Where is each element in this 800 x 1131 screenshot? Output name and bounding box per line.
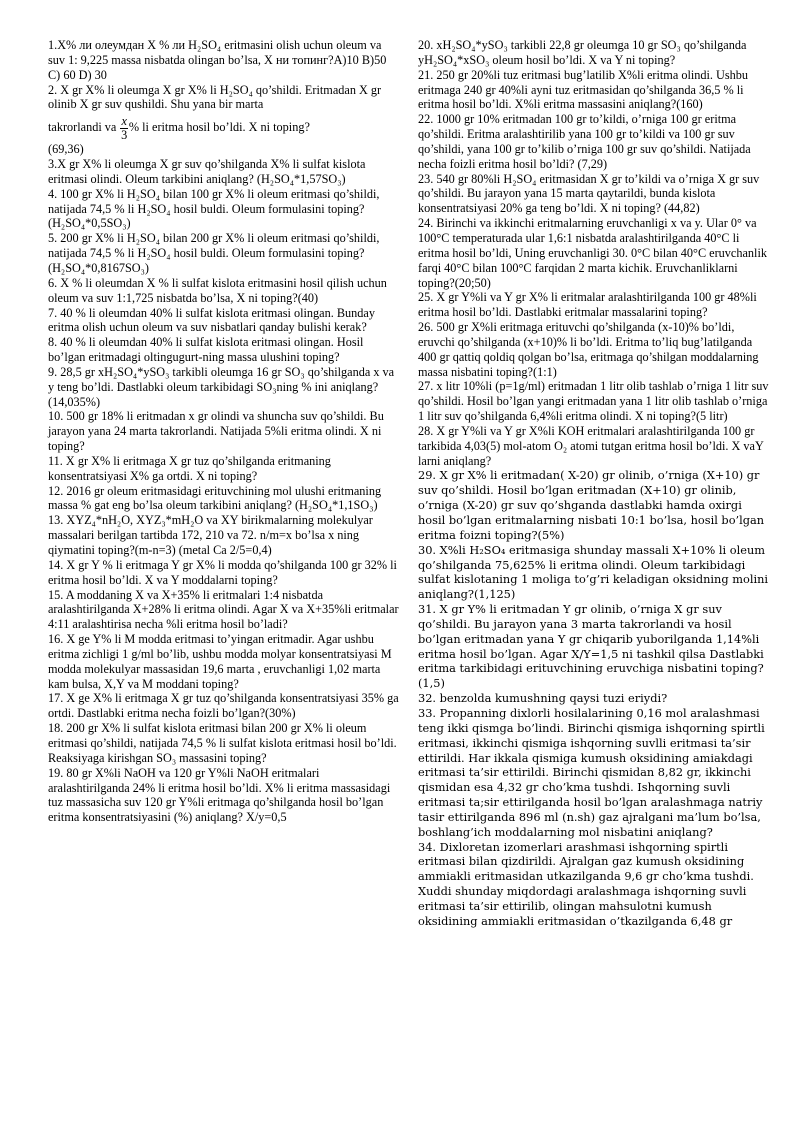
question-21: 21. 250 gr 20%li tuz eritmasi bug’latilib X%li eritma olindi. Ushbu eritmaga 240 gr 40%li ayni tuz eritmasidan qo’shilganda 36,5 % li eritma hosil bo’ldi. X%li eritma massasini aniqlang?(160) [418, 67, 749, 112]
question-10: 10. 500 gr 18% li eritmadan x gr olindi va shuncha suv qo’shildi. Bu jarayon yana 24 marta takrorlandi. Natijada 5%li eritma olindi. X ni toping? [48, 409, 384, 454]
question-29: 29. X gr X% li eritmadan( X-20) gr olinib, o’rniga (X+10) gr suv qo’shildi. Hosil bo’lgan eritmadan (X+10) gr olinib, o’rniga (X-20) gr suv qo’shganda dastlabki hamda oxirgi hosil bo’lgan eritmalarning nisbati 10:1 bo’lsa, hosil bo’lgan eritma foizni toping?(5%) [418, 468, 765, 542]
question-2-answer: (69,36) [48, 142, 84, 157]
question-30: 30. X%li H₂SO₄ eritmasiga shunday massali X+10% li oleum qo’shilganda 75,625% li eritma olindi. Oleum tarkibidagi sulfat kislotaning 1 moliga to’g’ri keladigan oksidning molini aniqlang?(1,125) [418, 542, 769, 602]
question-22: 22. 1000 gr 10% eritmadan 100 gr to’kildi, o’rniga 100 gr eritma qo’shildi. Eritma aralashtirilib yana 100 gr to’kildi va 100 gr suv qo’shildi, yana 100 gr to’kilib o’rniga 100 gr suv qo’shildi. Natijada necha foizli eritma hosil bo’ldi? (7,29) [418, 112, 751, 171]
question-26: 26. 500 gr X%li eritmaga erituvchi qo’shilganda (x-10)% bo’ldi, eruvchi qo’shilganda (x+10)% li bo’ldi. Eritma to’liq bug’latilganda 400 gr qattiq qoldiq qolgan bo’lsa, eritmaga qo’shilgan moddalarning massa nisbatini toping?(1:1) [418, 320, 759, 379]
question-9: 9. 28,5 gr xH₂SO₄*ySO₃ tarkibli oleumga 16 gr SO₃ qo’shilganda x va y teng bo’ldi. Dastlabki oleum tarkibidagi SO₃ning % ini aniqlang?(14,035%) [48, 364, 395, 409]
right-column [418, 38, 770, 1131]
question-24: 24. Birinchi va ikkinchi eritmalarning eruvchanligi x va y. Ular 0° va 100°C temperaturada ular 1,6:1 nisbatda aralashtirilganda 40°C li eritma hosil bo’ldi, Uning eruvchanligi 30. 0°C bilan 40°C eruvchanlik farqi 40°C bilan 100°C farqidan 2 marta kichik. Eruvchanliklarni toping?(20;50) [418, 216, 767, 290]
question-2-text: 2. X gr X% li oleumga X gr X% li H₂SO₄ qo’shildi. Eritmadan X gr olinib X gr suv qushildi. Shu yana bir marta [48, 82, 382, 112]
question-31: 31. X gr Y% li eritmadan Y gr olinib, o’rniga X gr suv qo’shildi. Bu jarayon yana 3 marta takrorlandi va hosil bo’lgan eritmadan yana Y gr chiqarib yuborilganda 1,14%li eritma hosil bo’lgan. Agar X/Y=1,5 ni tashkil qilsa Dastlabki eritma tarkibidagi erituvchining eruvchiga nisbatini toping? (1,5) [418, 602, 764, 691]
question-19: 19. 80 gr X%li NaOH va 120 gr Y%li NaOH eritmalari aralashtirilganda 24% li eritma hosil bo’ldi. X% li eritma massasidagi tuz massasicha suv 120 gr Y%li eritmaga qo’shilganda hosil bo’lgan eritma konsentratsiyasini (%) aniqlang? X/y=0,5 [48, 765, 391, 825]
question-4: 4. 100 gr X% li H₂SO₄ bilan 100 gr X% li oleum eritmasi qo’shildi, natijada 74,5 % li H₂SO₄ hosil buldi. Oleum formulasini toping? (H₂SO₄*0,5SO₃) [48, 186, 380, 231]
question-3: 3.X gr X% li oleumga X gr suv qo’shilganda X% li sulfat kislota eritmasi olindi. Oleum tarkibini aniqlang? (H₂SO₄*1,57SO₃) [48, 157, 366, 186]
question-1: 1.X% ли олеумдан X % ли H₂SO₄ eritmasini olish uchun oleum va suv 1: 9,225 massa nisbatda olingan bo’lsa, X ни топинг?A)10 B)50 C) 60 D) 30 [48, 38, 387, 82]
question-16: 16. X ge Y% li M modda eritmasi to’yingan eritmadir. Agar ushbu eritma zichligi 1 g/ml bo’lib, ushbu modda molyar konsentratsiyasi M modda molekulyar massasidan 19,6 marta , eruvchanligi 1,02 marta kam bulsa, X,Y va M moddani toping? [48, 632, 392, 691]
question-33: 33. Propanning dixlorli hosilalarining 0,16 mol aralashmasi teng ikki qismga bo’lindi. Birinchi qismiga ishqorning spirtli eritmasi, ikkinchi qismiga ishqorning suvlli eritmasi ta’sir ettirildi. Har ikkala qismiga kumush oksidining amiakdagi eritmasi ta’sir ettirildi. Birinchi qismidan 8,82 gr, ikkinchi qismidan esa 4,32 gr cho’kma tushdi. Ishqorning suvli eritmasi ta;sir ettirilganda hosil bo’lgan aralashmaga natriy tasir ettirilganda 896 ml (n.sh) gaz ajralgani ma’lum bo’lsa, boshlang’ich moddalarning mol nisbatini aniqlang? [418, 705, 765, 839]
question-28: 28. X gr Y%li va Y gr X%li KOH eritmalari aralashtirilganda 100 gr tarkibida 4,03(5) mol-atom O₂ atomi tutgan eritma hosil bo’ldi. X vaY larni aniqlang? [418, 423, 764, 468]
question-15: 15. A moddaning X va X+35% li eritmalari 1:4 nisbatda aralashtirilganda X+28% li eritma olindi. Agar X va X+35%li eritmalar 4:11 aralashtirisa necha %li eritma hosil bo’ladi? [48, 587, 399, 632]
question-32: 32. benzolda kumushning qaysi tuzi eriydi? [418, 691, 668, 706]
question-20: 20. xH₂SO₄*ySO₃ tarkibli 22,8 gr oleumga 10 gr SO₃ qo’shilganda yH₂SO₄*xSO₃ oleum hosil bo’ldi. X va Y ni toping? [418, 38, 747, 67]
question-18: 18. 200 gr X% li sulfat kislota eritmasi bilan 200 gr X% li oleum eritmasi qo’shildi, natijada 74,5 % li sulfat kislota eritmasi hosil bo’ldi. Reaksiyaga kirishgan SO₃ massasini toping? [48, 721, 397, 765]
question-27: 27. x litr 10%li (p=1g/ml) eritmadan 1 litr olib tashlab o’rniga 1 litr suv qo’shildi. Hosil bo’lgan yangi eritmadan yana 1 litr olib tashlab o’rniga 1 litr suv qo’shilganda 6,4%li eritma olindi. X ni toping?(5 litr) [418, 379, 769, 424]
question-23: 23. 540 gr 80%li H₂SO₄ eritmasidan X gr to’kildi va o’rniga X gr suv qo’shildi. Bu jarayon yana 15 marta qaytarildi, bunda kislota konsentratsiyasi 20% ga teng bo’ldi. X ni toping? (44,82) [418, 171, 760, 216]
question-34: 34. Dixloretan izomerlari arashmasi ishqorning spirtli eritmasi bilan qizdirildi. Ajralgan gaz kumush oksidining ammiakli eritmasidan utkazilganda 9,6 gr cho’kma tushdi. Xuddi shunday miqdordagi aralashmaga ishqorning suvli eritmasi ta’sir ettirilib, olingan mahsulotni kumush oksidining ammiakli eritmasidan o’tkazilganda 6,48 gr [418, 839, 754, 928]
question-13: 13. XYZ₄*nH₂O, XYZ₃*mH₂O va XY birikmalarning molekulyar massalari berilgan tartibda 172, 210 va 72. n/m=x bo’lsa x ning qiymatini toping?(m-n=3) (metal Ca 2/5=0,4) [48, 513, 373, 557]
question-25: 25. X gr Y%li va Y gr X% li eritmalar aralashtirilganda 100 gr 48%li eritma hosil bo’ldi. Dastlabki eritmalar massalarini toping? [418, 290, 757, 320]
left-column [48, 38, 400, 1131]
fraction-x-over-3: $\frac{x}{3}$ [121, 113, 128, 142]
question-11: 11. X gr X% li eritmaga X gr tuz qo’shilganda eritmaning konsentratsiyasi X% ga ortdi. X ni toping? [48, 453, 331, 483]
question-7: 7. 40 % li oleumdan 40% li sulfat kislota eritmasi olingan. Bunday eritma olish uchun oleum va suv nisbatlari qanday bulishi kerak? [48, 305, 375, 335]
question-14: 14. X gr Y % li eritmaga Y gr X% li modda qo’shilganda 100 gr 32% li eritma hosil bo’ldi. X va Y moddalarni toping? [48, 557, 397, 587]
question-17: 17. X ge X% li eritmaga X gr tuz qo’shilganda konsentratsiyasi 35% ga ortdi. Dastlabki eritma necha foizli bo’lgan?(30%) [48, 691, 399, 721]
question-6: 6. X % li oleumdan X % li sulfat kislota eritmasini hosil qilish uchun oleum va suv 1:1,725 nisbatda bo’lsa, X ni toping?(40) [48, 275, 387, 305]
question-2 [48, 83, 400, 113]
question-2-continued: takrorlandi va $\frac{x}{3}$ % li eritma hosil bo’ldi. X ni toping? [48, 113, 310, 142]
question-8: 8. 40 % li oleumdan 40% li sulfat kislota eritmasi olingan. Hosil bo’lgan eritmadagi oltingugurt-ning massa ulushini toping? [48, 335, 364, 365]
question-12: 12. 2016 gr oleum eritmasidagi erituvchining mol ulushi eritmaning massa % gat eng bo’lsa oleum tarkibini aniqlang? (H₂SO₄*1,1SO₃) [48, 483, 382, 513]
question-5: 5. 200 gr X% li H₂SO₄ bilan 200 gr X% li oleum eritmasi qo’shildi, natijada 74,5 % li H₂SO₄ hosil buldi. Oleum formulasini toping? (H₂SO₄*0,8167SO₃) [48, 231, 380, 275]
